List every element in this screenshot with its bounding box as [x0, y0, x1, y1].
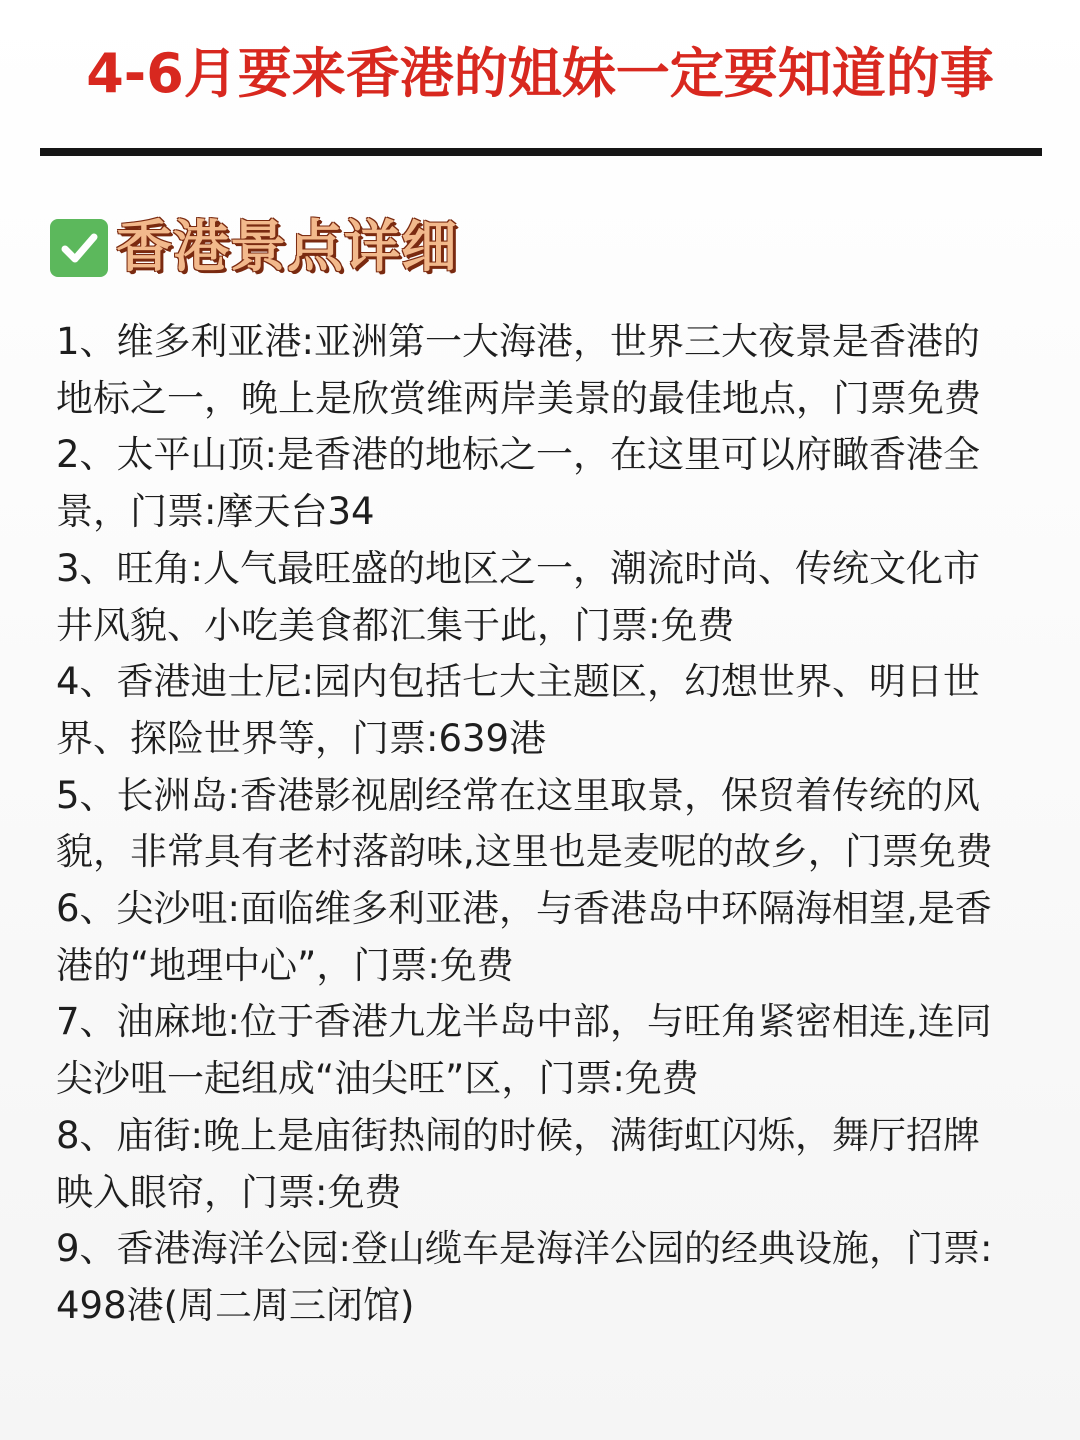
list-item: 4、香港迪士尼:园内包括七大主题区，幻想世界、明日世界、探险世界等，门票:639港: [56, 660, 981, 760]
section-heading: 香港景点详细: [116, 215, 458, 280]
divider: [40, 148, 1042, 156]
attractions-list: [56, 314, 996, 1335]
check-mark-icon: [50, 219, 108, 277]
list-item: 2、太平山顶:是香港的地标之一，在这里可以府瞰香港全景，门票:摩天台34: [56, 433, 981, 534]
list-item: 9、香港海洋公园:登山缆车是海洋公园的经典设施，门票:498港(周二周三闭馆): [56, 1227, 993, 1327]
list-item: 7、油麻地:位于香港九龙半岛中部，与旺角紧密相连,连同尖沙咀一起组成“油尖旺”区，门票:免费: [56, 1000, 992, 1101]
list-item: 5、长洲岛:香港影视剧经常在这里取景，保贸着传统的风貌，非常具有老村落韵味,这里也是麦呢的故乡，门票免费6、尖沙咀:面临维多利亚港，与香港岛中环隔海相望,是香港的“地理中心”，门票:免费: [56, 773, 993, 987]
section-header: [50, 215, 458, 280]
list-item: 8、庙街:晚上是庙街热闹的时候，满街虹闪烁，舞厅招牌映入眼帘，门票:免费: [56, 1113, 981, 1214]
list-item: 3、旺角:人气最旺盛的地区之一，潮流时尚、传统文化市井风貌、小吃美食都汇集于此，门票:免费: [56, 546, 981, 647]
page-title: 4-6月要来香港的姐妹一定要知道的事: [86, 42, 994, 105]
list-item: 1、维多利亚港:亚洲第一大海港，世界三大夜景是香港的地标之一，晚上是欣赏维两岸美景的最佳地点，门票免费: [56, 320, 981, 420]
